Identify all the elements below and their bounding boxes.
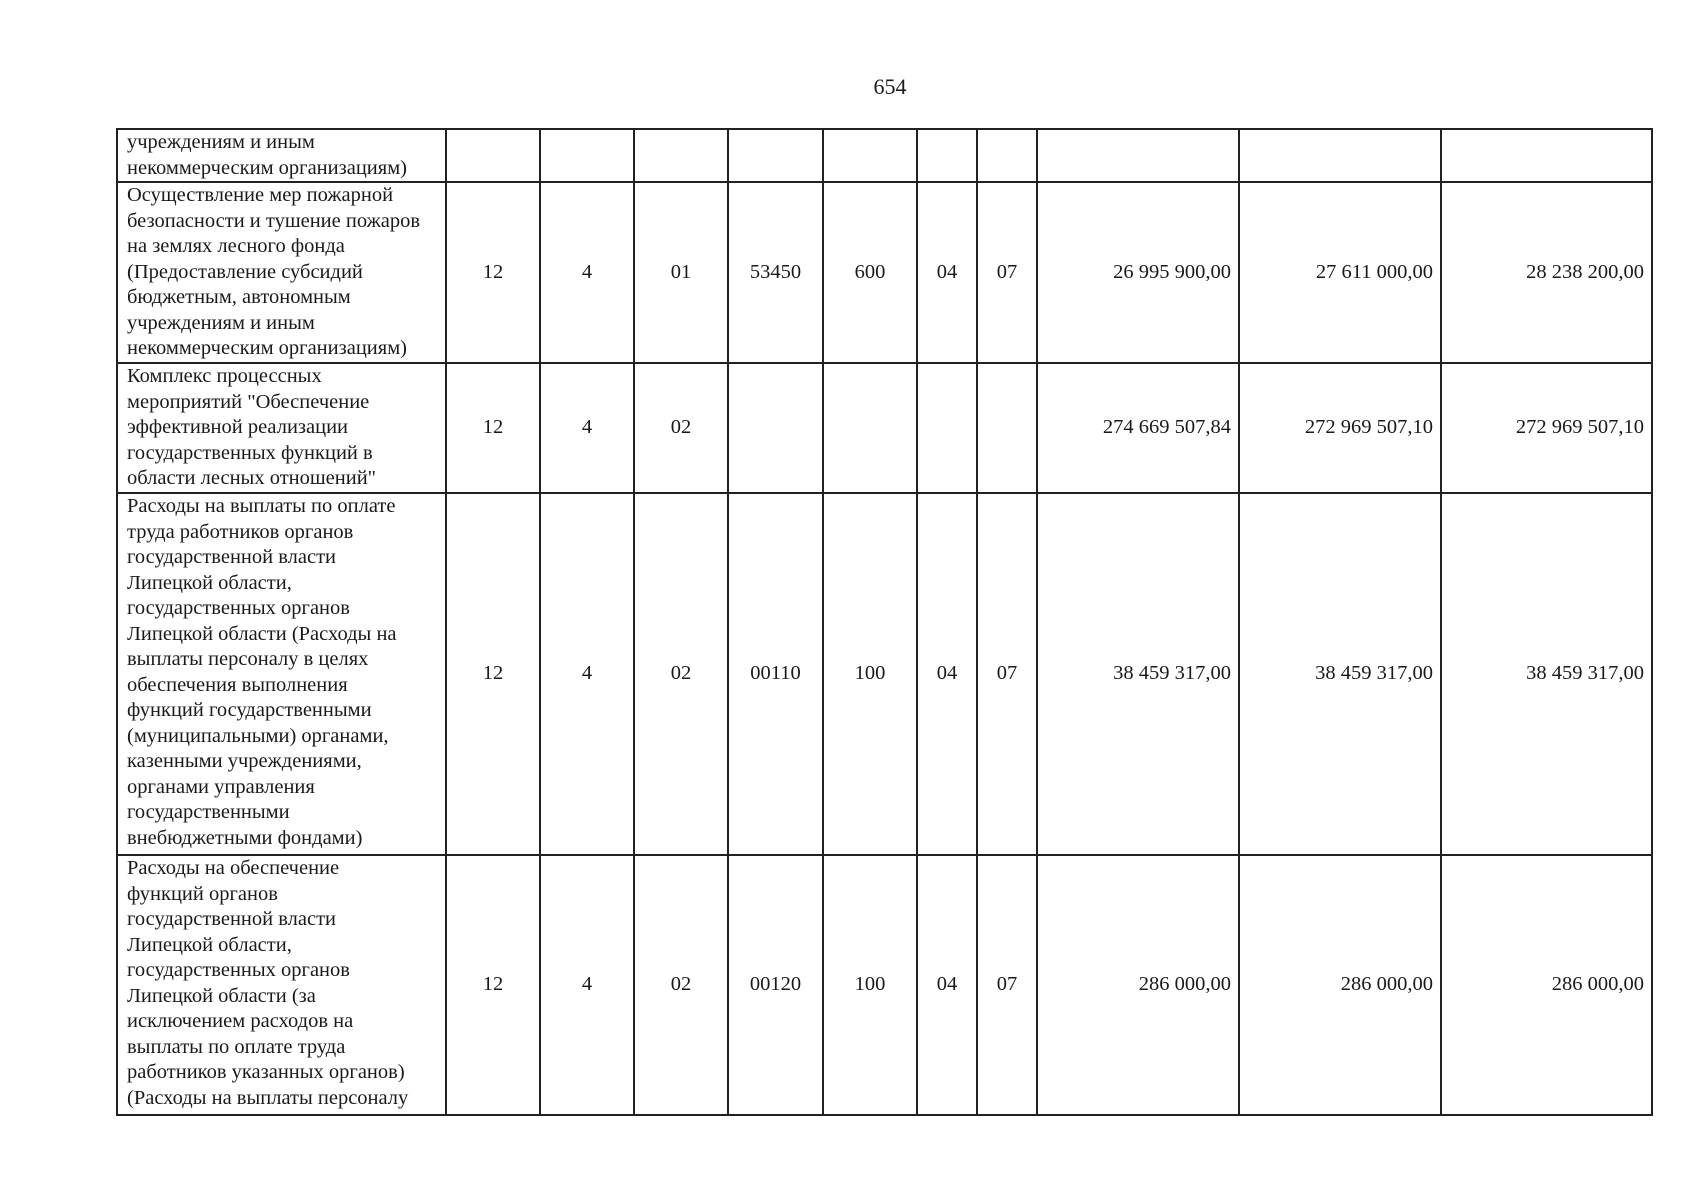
description-line: (Предоставление субсидий xyxy=(127,260,363,283)
amount-year-1 xyxy=(1037,129,1239,182)
subsection-code: 07 xyxy=(977,855,1037,1115)
description-line: эффективной реализации xyxy=(127,416,349,438)
row-description xyxy=(117,855,446,1115)
amount-year-3: 38 459 317,00 xyxy=(1441,493,1652,855)
description-line: Липецкой области, xyxy=(127,933,292,956)
direction-code: 53450 xyxy=(728,182,823,363)
direction-code xyxy=(728,129,823,182)
program-code: 12 xyxy=(446,363,540,493)
program-code: 12 xyxy=(446,182,540,363)
table-row xyxy=(117,129,1652,182)
description-line: учреждениям и иным xyxy=(127,311,315,334)
amount-year-2: 38 459 317,00 xyxy=(1239,493,1441,855)
description-line: безопасности и тушение пожаров xyxy=(127,209,421,232)
amount-year-2: 272 969 507,10 xyxy=(1239,363,1441,493)
description-line: государственных органов xyxy=(127,597,350,619)
table-row xyxy=(117,363,1652,493)
row-description xyxy=(117,363,446,493)
description-line: (муниципальными) органами, xyxy=(127,724,389,747)
row-description xyxy=(117,182,446,363)
program-code: 12 xyxy=(446,855,540,1115)
section-code: 04 xyxy=(917,493,977,855)
description-line: органами управления xyxy=(127,775,315,798)
description-line: некоммерческим организациям) xyxy=(127,337,407,359)
description-line: внебюджетными фондами) xyxy=(127,826,363,849)
description-line: функций государственными xyxy=(127,699,372,721)
description-line: бюджетным, автономным xyxy=(127,286,351,308)
program-code: 12 xyxy=(446,493,540,855)
direction-code: 00110 xyxy=(728,493,823,855)
event-code: 02 xyxy=(634,855,728,1115)
table-row xyxy=(117,182,1652,363)
description-line: Осуществление мер пожарной xyxy=(127,184,394,206)
table-row xyxy=(117,855,1652,1115)
subsection-code xyxy=(977,129,1037,182)
subsection-code: 07 xyxy=(977,182,1037,363)
subsection-code xyxy=(977,363,1037,493)
section-code: 04 xyxy=(917,182,977,363)
description-line: Расходы на обеспечение xyxy=(127,857,340,879)
subprogram-code: 4 xyxy=(540,855,634,1115)
description-line: работников указанных органов) xyxy=(127,1061,405,1083)
description-line: обеспечения выполнения xyxy=(127,673,348,696)
description-line: Расходы на выплаты по оплате xyxy=(127,495,396,517)
description-line: Комплекс процессных xyxy=(127,365,322,387)
amount-year-1: 38 459 317,00 xyxy=(1037,493,1239,855)
section-code: 04 xyxy=(917,855,977,1115)
subprogram-code: 4 xyxy=(540,363,634,493)
amount-year-3: 28 238 200,00 xyxy=(1441,182,1652,363)
description-line: мероприятий "Обеспечение xyxy=(127,390,370,413)
amount-year-3: 286 000,00 xyxy=(1441,855,1652,1115)
description-line: выплаты по оплате труда xyxy=(127,1035,346,1058)
event-code: 02 xyxy=(634,493,728,855)
description-line: Липецкой области (за xyxy=(127,984,316,1007)
subprogram-code xyxy=(540,129,634,182)
direction-code: 00120 xyxy=(728,855,823,1115)
description-line: государственных функций в xyxy=(127,441,373,464)
page-number: 654 xyxy=(873,74,907,99)
subsection-code: 07 xyxy=(977,493,1037,855)
description-line: выплаты персоналу в целях xyxy=(127,648,369,670)
subprogram-code: 4 xyxy=(540,493,634,855)
amount-year-3 xyxy=(1441,129,1652,182)
amount-year-2: 286 000,00 xyxy=(1239,855,1441,1115)
description-line: исключением расходов на xyxy=(127,1010,354,1032)
description-line: труда работников органов xyxy=(127,520,354,543)
expense-type-code: 100 xyxy=(823,855,917,1115)
expense-type-code: 600 xyxy=(823,182,917,363)
section-code xyxy=(917,129,977,182)
amount-year-2 xyxy=(1239,129,1441,182)
description-line: учреждениям и иным xyxy=(127,131,315,153)
description-line: государственной власти xyxy=(127,546,336,568)
row-description xyxy=(117,493,446,855)
description-line: на землях лесного фонда xyxy=(127,235,345,257)
expense-type-code xyxy=(823,129,917,182)
description-line: казенными учреждениями, xyxy=(127,750,362,772)
description-line: Липецкой области, xyxy=(127,571,292,594)
amount-year-3: 272 969 507,10 xyxy=(1441,363,1652,493)
description-line: государственных органов xyxy=(127,959,350,981)
amount-year-1: 274 669 507,84 xyxy=(1037,363,1239,493)
program-code xyxy=(446,129,540,182)
section-code xyxy=(917,363,977,493)
event-code xyxy=(634,129,728,182)
expense-type-code: 100 xyxy=(823,493,917,855)
direction-code xyxy=(728,363,823,493)
event-code: 02 xyxy=(634,363,728,493)
event-code: 01 xyxy=(634,182,728,363)
description-line: Липецкой области (Расходы на xyxy=(127,622,397,645)
description-line: области лесных отношений" xyxy=(127,467,377,489)
row-description xyxy=(117,129,446,182)
subprogram-code: 4 xyxy=(540,182,634,363)
amount-year-2: 27 611 000,00 xyxy=(1239,182,1441,363)
description-line: некоммерческим организациям) xyxy=(127,156,407,179)
amount-year-1: 286 000,00 xyxy=(1037,855,1239,1115)
description-line: государственной власти xyxy=(127,908,336,930)
table-row xyxy=(117,493,1652,855)
budget-table xyxy=(116,128,1653,1116)
expense-type-code xyxy=(823,363,917,493)
description-line: (Расходы на выплаты персоналу xyxy=(127,1086,409,1109)
description-line: государственными xyxy=(127,801,290,823)
description-line: функций органов xyxy=(127,882,278,905)
amount-year-1: 26 995 900,00 xyxy=(1037,182,1239,363)
